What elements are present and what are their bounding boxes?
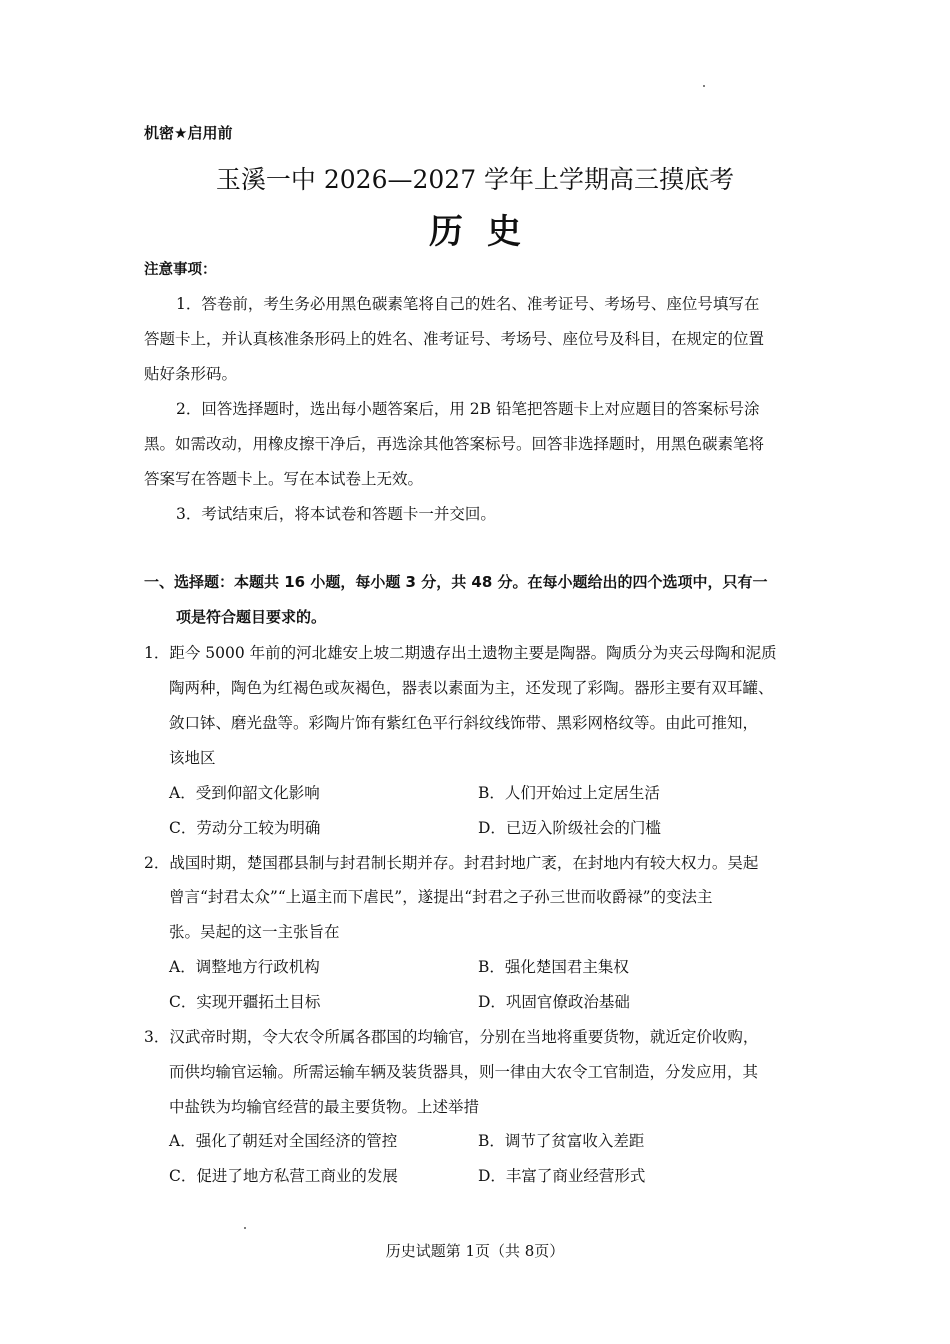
notice-item-1-line-1: 1．答卷前，考生务必用黑色碳素笔将自己的姓名、准考证号、考场号、座位号填写在 — [176, 295, 760, 313]
page-footer: 历史试题第 1页（共 8页） — [385, 1242, 565, 1260]
question-1-option-a: A．受到仰韶文化影响 — [169, 784, 320, 802]
notice-item-2-line-2: 黑。如需改动，用橡皮擦干净后，再选涂其他答案标号。回答非选择题时，用黑色碳素笔将 — [144, 435, 765, 453]
question-3-option-c: C．促进了地方私营工商业的发展 — [169, 1167, 398, 1185]
confidential-mark: 机密★启用前 — [144, 124, 233, 142]
question-1-option-c: C．劳动分工较为明确 — [169, 819, 321, 837]
question-3-option-a: A．强化了朝廷对全国经济的管控 — [169, 1132, 398, 1150]
question-2-line-3: 张。吴起的这一主张旨在 — [169, 923, 340, 941]
question-3-line-1: 3．汉武帝时期，令大农令所属各郡国的均输官，分别在当地将重要货物，就近定价收购， — [144, 1028, 759, 1046]
question-1-option-b: B．人们开始过上定居生活 — [478, 784, 660, 802]
question-3-line-2: 而供均输官运输。所需运输车辆及装货器具，则一律由大农令工官制造，分发应用，其 — [169, 1063, 759, 1081]
exam-title: 玉溪一中 2026—2027 学年上学期高三摸底考 — [215, 165, 735, 194]
question-2-line-1: 2．战国时期，楚国郡县制与封君制长期并存。封君封地广袤，在封地内有较大权力。吴起 — [144, 854, 759, 872]
question-3-line-3: 中盐铁为均输官经营的最主要货物。上述举措 — [169, 1098, 480, 1116]
question-1-line-1: 1．距今 5000 年前的河北雄安上坡二期遗存出土遗物主要是陶器。陶质分为夹云母陶和泥质 — [144, 644, 777, 662]
notice-item-2-line-1: 2．回答选择题时，选出每小题答案后，用 2B 铅笔把答题卡上对应题目的答案标号涂 — [176, 400, 760, 418]
question-3-option-b: B．调节了贫富收入差距 — [478, 1132, 645, 1150]
notice-heading: 注意事项： — [144, 262, 217, 278]
section-heading-line-1: 一、选择题：本题共 16 小题，每小题 3 分，共 48 分。在每小题给出的四个选项中，只有一 — [144, 573, 768, 591]
notice-item-1-line-3: 贴好条形码。 — [144, 365, 238, 383]
question-2-line-2: 曾言“封君太众”“上逼主而下虐民”，遂提出“封君之子孙三世而收爵禄”的变法主 — [169, 888, 713, 906]
question-1-line-2: 陶两种，陶色为红褐色或灰褐色，器表以素面为主，还发现了彩陶。器形主要有双耳罐、 — [169, 679, 774, 697]
question-2-option-a: A．调整地方行政机构 — [169, 958, 320, 976]
speck-top-right — [703, 85, 705, 87]
question-1-option-d: D．已迈入阶级社会的门槛 — [478, 819, 661, 837]
question-1-line-4: 该地区 — [169, 749, 216, 767]
question-2-option-c: C．实现开疆拓土目标 — [169, 993, 321, 1011]
notice-item-2-line-3: 答案写在答题卡上。写在本试卷上无效。 — [144, 470, 424, 488]
section-heading-line-2: 项是符合题目要求的。 — [176, 608, 327, 626]
notice-item-3-line-1: 3．考试结束后，将本试卷和答题卡一并交回。 — [176, 505, 496, 523]
question-1-line-3: 敛口钵、磨光盘等。彩陶片饰有紫红色平行斜纹线饰带、黑彩网格纹等。由此可推知， — [169, 714, 759, 732]
speck-bottom-left — [244, 1227, 246, 1229]
question-2-option-b: B．强化楚国君主集权 — [478, 958, 629, 976]
notice-item-1-line-2: 答题卡上，并认真核准条形码上的姓名、准考证号、考场号、座位号及科目，在规定的位置 — [144, 330, 765, 348]
question-2-option-d: D．巩固官僚政治基础 — [478, 993, 630, 1011]
subject-title: 历史 — [429, 212, 545, 252]
question-3-option-d: D．丰富了商业经营形式 — [478, 1167, 646, 1185]
